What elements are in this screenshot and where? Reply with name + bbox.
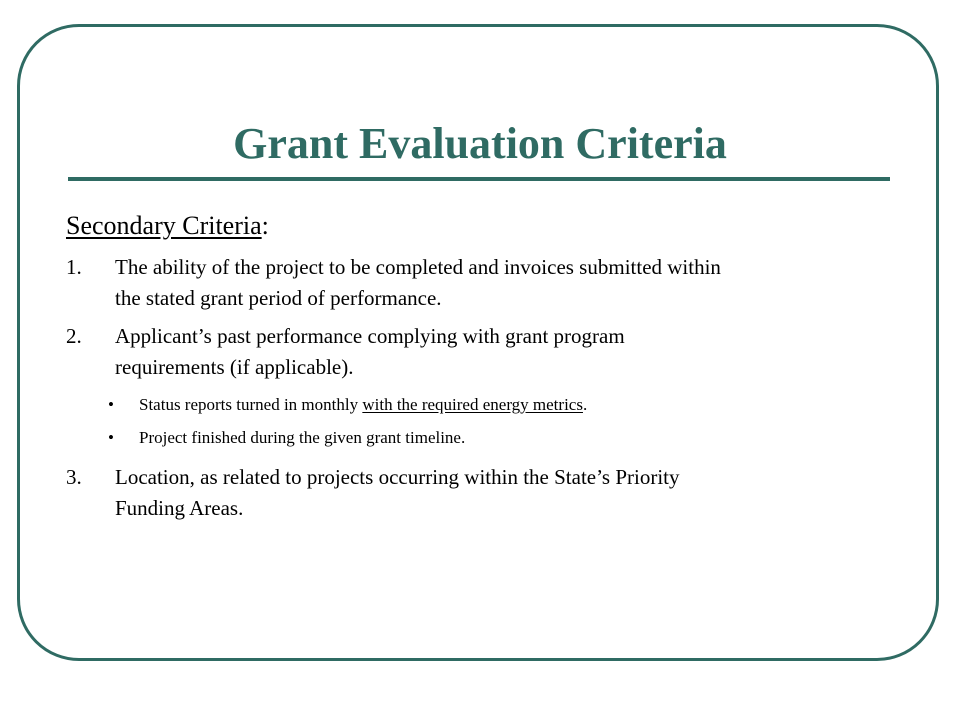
item-line: The ability of the project to be completed and invoices submitted within — [115, 255, 721, 279]
item-number: 3. — [66, 465, 82, 489]
item-number: 2. — [66, 324, 82, 348]
subheading-colon: : — [261, 211, 269, 240]
item-text — [115, 252, 721, 314]
item-line: Applicant’s past performance complying with grant program — [115, 324, 625, 348]
item-line: Location, as related to projects occurring within the State’s Priority — [115, 465, 680, 489]
bullet-text — [139, 394, 587, 416]
item-line: Funding Areas. — [115, 496, 244, 520]
item-text — [115, 321, 625, 383]
bullet-marker: • — [108, 428, 114, 447]
item-text — [115, 462, 680, 524]
item-line: the stated grant period of performance. — [115, 286, 442, 310]
bullet-underlined-text: with the required energy metrics — [362, 395, 583, 414]
subheading-label: Secondary Criteria — [66, 211, 262, 240]
bullet-marker: • — [108, 395, 114, 414]
item-line: requirements (if applicable). — [115, 355, 354, 379]
title-divider — [68, 177, 890, 181]
bullet-text-end: . — [582, 395, 588, 414]
slide-title: Grant Evaluation Criteria — [233, 119, 727, 168]
subheading — [66, 210, 269, 242]
item-number: 1. — [66, 255, 82, 279]
bullet-text: Project finished during the given grant timeline. — [139, 428, 466, 447]
bullet-text-start: Status reports turned in monthly — [139, 395, 363, 414]
